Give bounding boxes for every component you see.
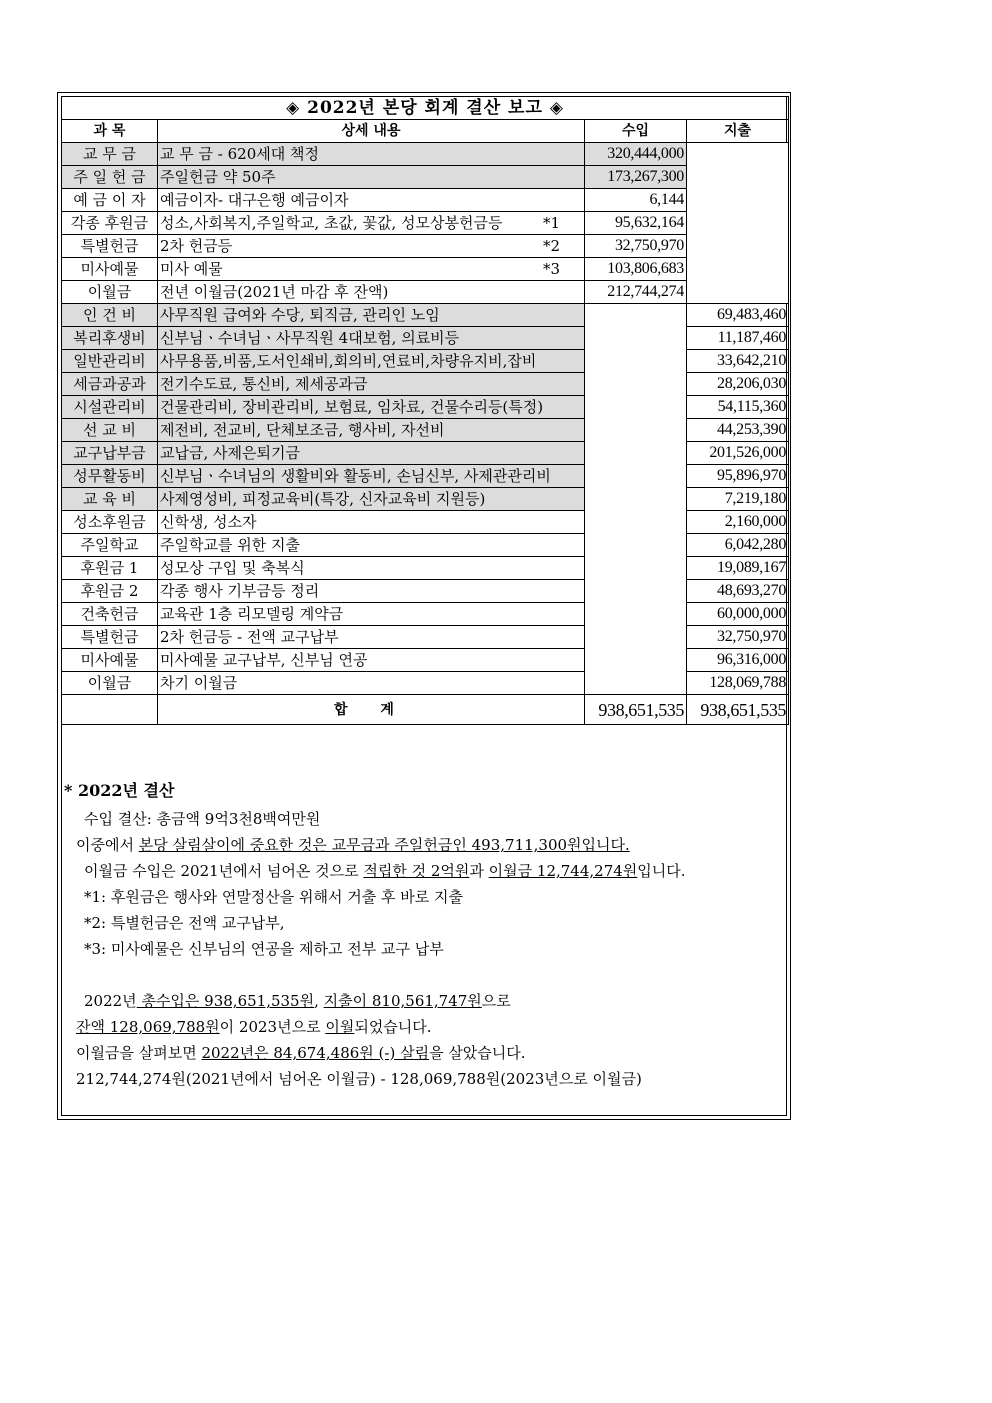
- income-category: 각종 후원금: [62, 212, 158, 235]
- expense-amount: 33,642,210: [687, 350, 789, 373]
- income-category: 주 일 헌 금: [62, 166, 158, 189]
- summary-formula: 212,744,274원(2021년에서 넘어온 이월금) - 128,069,788원(2023년으로 이월금): [76, 1070, 642, 1088]
- total-row: [62, 695, 789, 725]
- income-amount: 103,806,683: [585, 258, 687, 281]
- expense-amount: 6,042,280: [687, 534, 789, 557]
- income-category: 이월금: [62, 281, 158, 304]
- income-detail: [158, 258, 585, 281]
- expense-detail: 2차 헌금등 - 전액 교구납부: [158, 626, 585, 649]
- expense-amount: 28,206,030: [687, 373, 789, 396]
- footnote-2: *2: 특별헌금은 전액 교구납부,: [84, 914, 285, 932]
- header-category: 과 목: [62, 120, 158, 143]
- expense-blank-cell: [687, 143, 789, 304]
- income-detail-text: 2차 헌금등: [160, 237, 233, 255]
- income-category: 미사예물: [62, 258, 158, 281]
- expense-amount: 7,219,180: [687, 488, 789, 511]
- notes-heading: * 2022년 결산: [64, 781, 175, 800]
- income-blank-cell: [585, 304, 687, 695]
- expense-detail: 건물관리비, 장비관리비, 보험료, 임차료, 건물수리등(특정): [158, 396, 585, 419]
- income-row: [62, 143, 789, 166]
- expense-detail: 주일학교를 위한 지출: [158, 534, 585, 557]
- expense-category: 주일학교: [62, 534, 158, 557]
- income-category: 특별헌금: [62, 235, 158, 258]
- expense-amount: 69,483,460: [687, 304, 789, 327]
- expense-detail: 전기수도료, 통신비, 제세공과금: [158, 373, 585, 396]
- income-detail: [158, 235, 585, 258]
- expense-category: 인 건 비: [62, 304, 158, 327]
- expense-detail: 신부님ㆍ수녀님의 생활비와 활동비, 손님신부, 사제관관리비: [158, 465, 585, 488]
- expense-category: 교 육 비: [62, 488, 158, 511]
- expense-amount: 44,253,390: [687, 419, 789, 442]
- expense-amount: 60,000,000: [687, 603, 789, 626]
- footnote-mark: *1: [542, 214, 560, 232]
- expense-category: 복리후생비: [62, 327, 158, 350]
- income-row: [62, 258, 789, 281]
- income-detail-text: 예금이자- 대구은행 예금이자: [160, 191, 349, 209]
- expense-category: 이월금: [62, 672, 158, 695]
- income-detail: [158, 143, 585, 166]
- income-amount: 320,444,000: [585, 143, 687, 166]
- income-category: 예 금 이 자: [62, 189, 158, 212]
- income-amount: 95,632,164: [585, 212, 687, 235]
- income-detail-text: 주일헌금 약 50주: [160, 168, 276, 186]
- income-row: [62, 212, 789, 235]
- header-row: [62, 120, 789, 143]
- expense-category: 선 교 비: [62, 419, 158, 442]
- total-empty-cell: [62, 695, 158, 725]
- expense-amount: 54,115,360: [687, 396, 789, 419]
- income-amount: 6,144: [585, 189, 687, 212]
- expense-category: 세금과공과: [62, 373, 158, 396]
- expense-category: 특별헌금: [62, 626, 158, 649]
- income-amount: 212,744,274: [585, 281, 687, 304]
- expense-amount: 201,526,000: [687, 442, 789, 465]
- summary-deficit: 이월금을 살펴보면 2022년은 84,674,486원 (-) 살림을 살았습니다.: [76, 1044, 526, 1062]
- expense-detail: 미사예물 교구납부, 신부님 연공: [158, 649, 585, 672]
- header-income: 수입: [585, 120, 687, 143]
- income-row: [62, 166, 789, 189]
- expense-amount: 96,316,000: [687, 649, 789, 672]
- income-row: [62, 281, 789, 304]
- expense-detail: 차기 이월금: [158, 672, 585, 695]
- expense-detail: 신학생, 성소자: [158, 511, 585, 534]
- expense-category: 후원금 1: [62, 557, 158, 580]
- income-detail: [158, 212, 585, 235]
- income-category: 교 무 금: [62, 143, 158, 166]
- expense-amount: 128,069,788: [687, 672, 789, 695]
- income-detail: [158, 166, 585, 189]
- income-detail-text: 미사 예물: [160, 260, 223, 278]
- income-detail-text: 전년 이월금(2021년 마감 후 잔액): [160, 283, 389, 301]
- expense-category: 미사예물: [62, 649, 158, 672]
- footnote-mark: *3: [542, 260, 560, 278]
- expense-category: 건축헌금: [62, 603, 158, 626]
- summary-balance: 잔액 128,069,788원이 2023년으로 이월되었습니다.: [76, 1018, 432, 1036]
- expense-category: 교구납부금: [62, 442, 158, 465]
- expense-detail: 사무용품,비품,도서인쇄비,회의비,연료비,차량유지비,잡비: [158, 350, 585, 373]
- expense-detail: 교육관 1층 리모델링 계약금: [158, 603, 585, 626]
- footnote-mark: *2: [542, 237, 560, 255]
- expense-amount: 48,693,270: [687, 580, 789, 603]
- expense-detail: 사제영성비, 피정교육비(특강, 신자교육비 지원등): [158, 488, 585, 511]
- income-detail-text: 교 무 금 - 620세대 책정: [160, 145, 319, 163]
- income-row: [62, 189, 789, 212]
- expense-amount: 19,089,167: [687, 557, 789, 580]
- total-income: 938,651,535: [585, 695, 687, 725]
- total-expense: 938,651,535: [687, 695, 789, 725]
- expense-amount: 2,160,000: [687, 511, 789, 534]
- notes-key-income: 이중에서 본당 살림살이에 중요한 것은 교무금과 주일헌금인 493,711,300원입니다.: [76, 836, 630, 854]
- expense-category: 성소후원금: [62, 511, 158, 534]
- income-amount: 32,750,970: [585, 235, 687, 258]
- summary-total: 2022년 총수입은 938,651,535원, 지출이 810,561,747원으로: [84, 992, 511, 1010]
- expense-amount: 32,750,970: [687, 626, 789, 649]
- footnote-3: *3: 미사예물은 신부님의 연공을 제하고 전부 교구 납부: [84, 940, 444, 958]
- expense-row: [62, 304, 789, 327]
- income-detail-text: 성소,사회복지,주일학교, 초값, 꽃값, 성모상봉헌금등: [160, 214, 503, 232]
- expense-detail: 제전비, 전교비, 단체보조금, 행사비, 자선비: [158, 419, 585, 442]
- header-expense: 지출: [687, 120, 789, 143]
- notes-income-summary: 수입 결산: 총금액 9억3천8백여만원: [84, 810, 321, 828]
- header-detail: 상세 내용: [158, 120, 585, 143]
- income-amount: 173,267,300: [585, 166, 687, 189]
- expense-detail: 각종 행사 기부금등 정리: [158, 580, 585, 603]
- expense-amount: 95,896,970: [687, 465, 789, 488]
- total-label: 합 계: [158, 695, 585, 725]
- expense-detail: 사무직원 급여와 수당, 퇴직금, 관리인 노임: [158, 304, 585, 327]
- expense-category: 시설관리비: [62, 396, 158, 419]
- expense-category: 일반관리비: [62, 350, 158, 373]
- notes-spacer: [64, 962, 784, 988]
- settlement-table: [61, 96, 789, 725]
- expense-detail: 성모상 구입 및 축복식: [158, 557, 585, 580]
- notes-key-income-underlined: 본당 살림살이에 중요한 것은 교무금과 주일헌금인 493,711,300원입니다.: [138, 836, 630, 854]
- expense-amount: 11,187,460: [687, 327, 789, 350]
- income-detail: [158, 281, 585, 304]
- settlement-notes: [64, 778, 784, 1092]
- expense-detail: 교납금, 사제은퇴기금: [158, 442, 585, 465]
- expense-category: 성무활동비: [62, 465, 158, 488]
- expense-detail: 신부님ㆍ수녀님ㆍ사무직원 4대보험, 의료비등: [158, 327, 585, 350]
- footnote-1: *1: 후원금은 행사와 연말정산을 위해서 거출 후 바로 지출: [84, 888, 464, 906]
- notes-carryover-income: 이월금 수입은 2021년에서 넘어온 것으로 적립한 것 2억원과 이월금 12,744,274원입니다.: [84, 862, 686, 880]
- report-title: ◈ 2022년 본당 회계 결산 보고 ◈: [62, 97, 789, 120]
- expense-category: 후원금 2: [62, 580, 158, 603]
- income-row: [62, 235, 789, 258]
- income-detail: [158, 189, 585, 212]
